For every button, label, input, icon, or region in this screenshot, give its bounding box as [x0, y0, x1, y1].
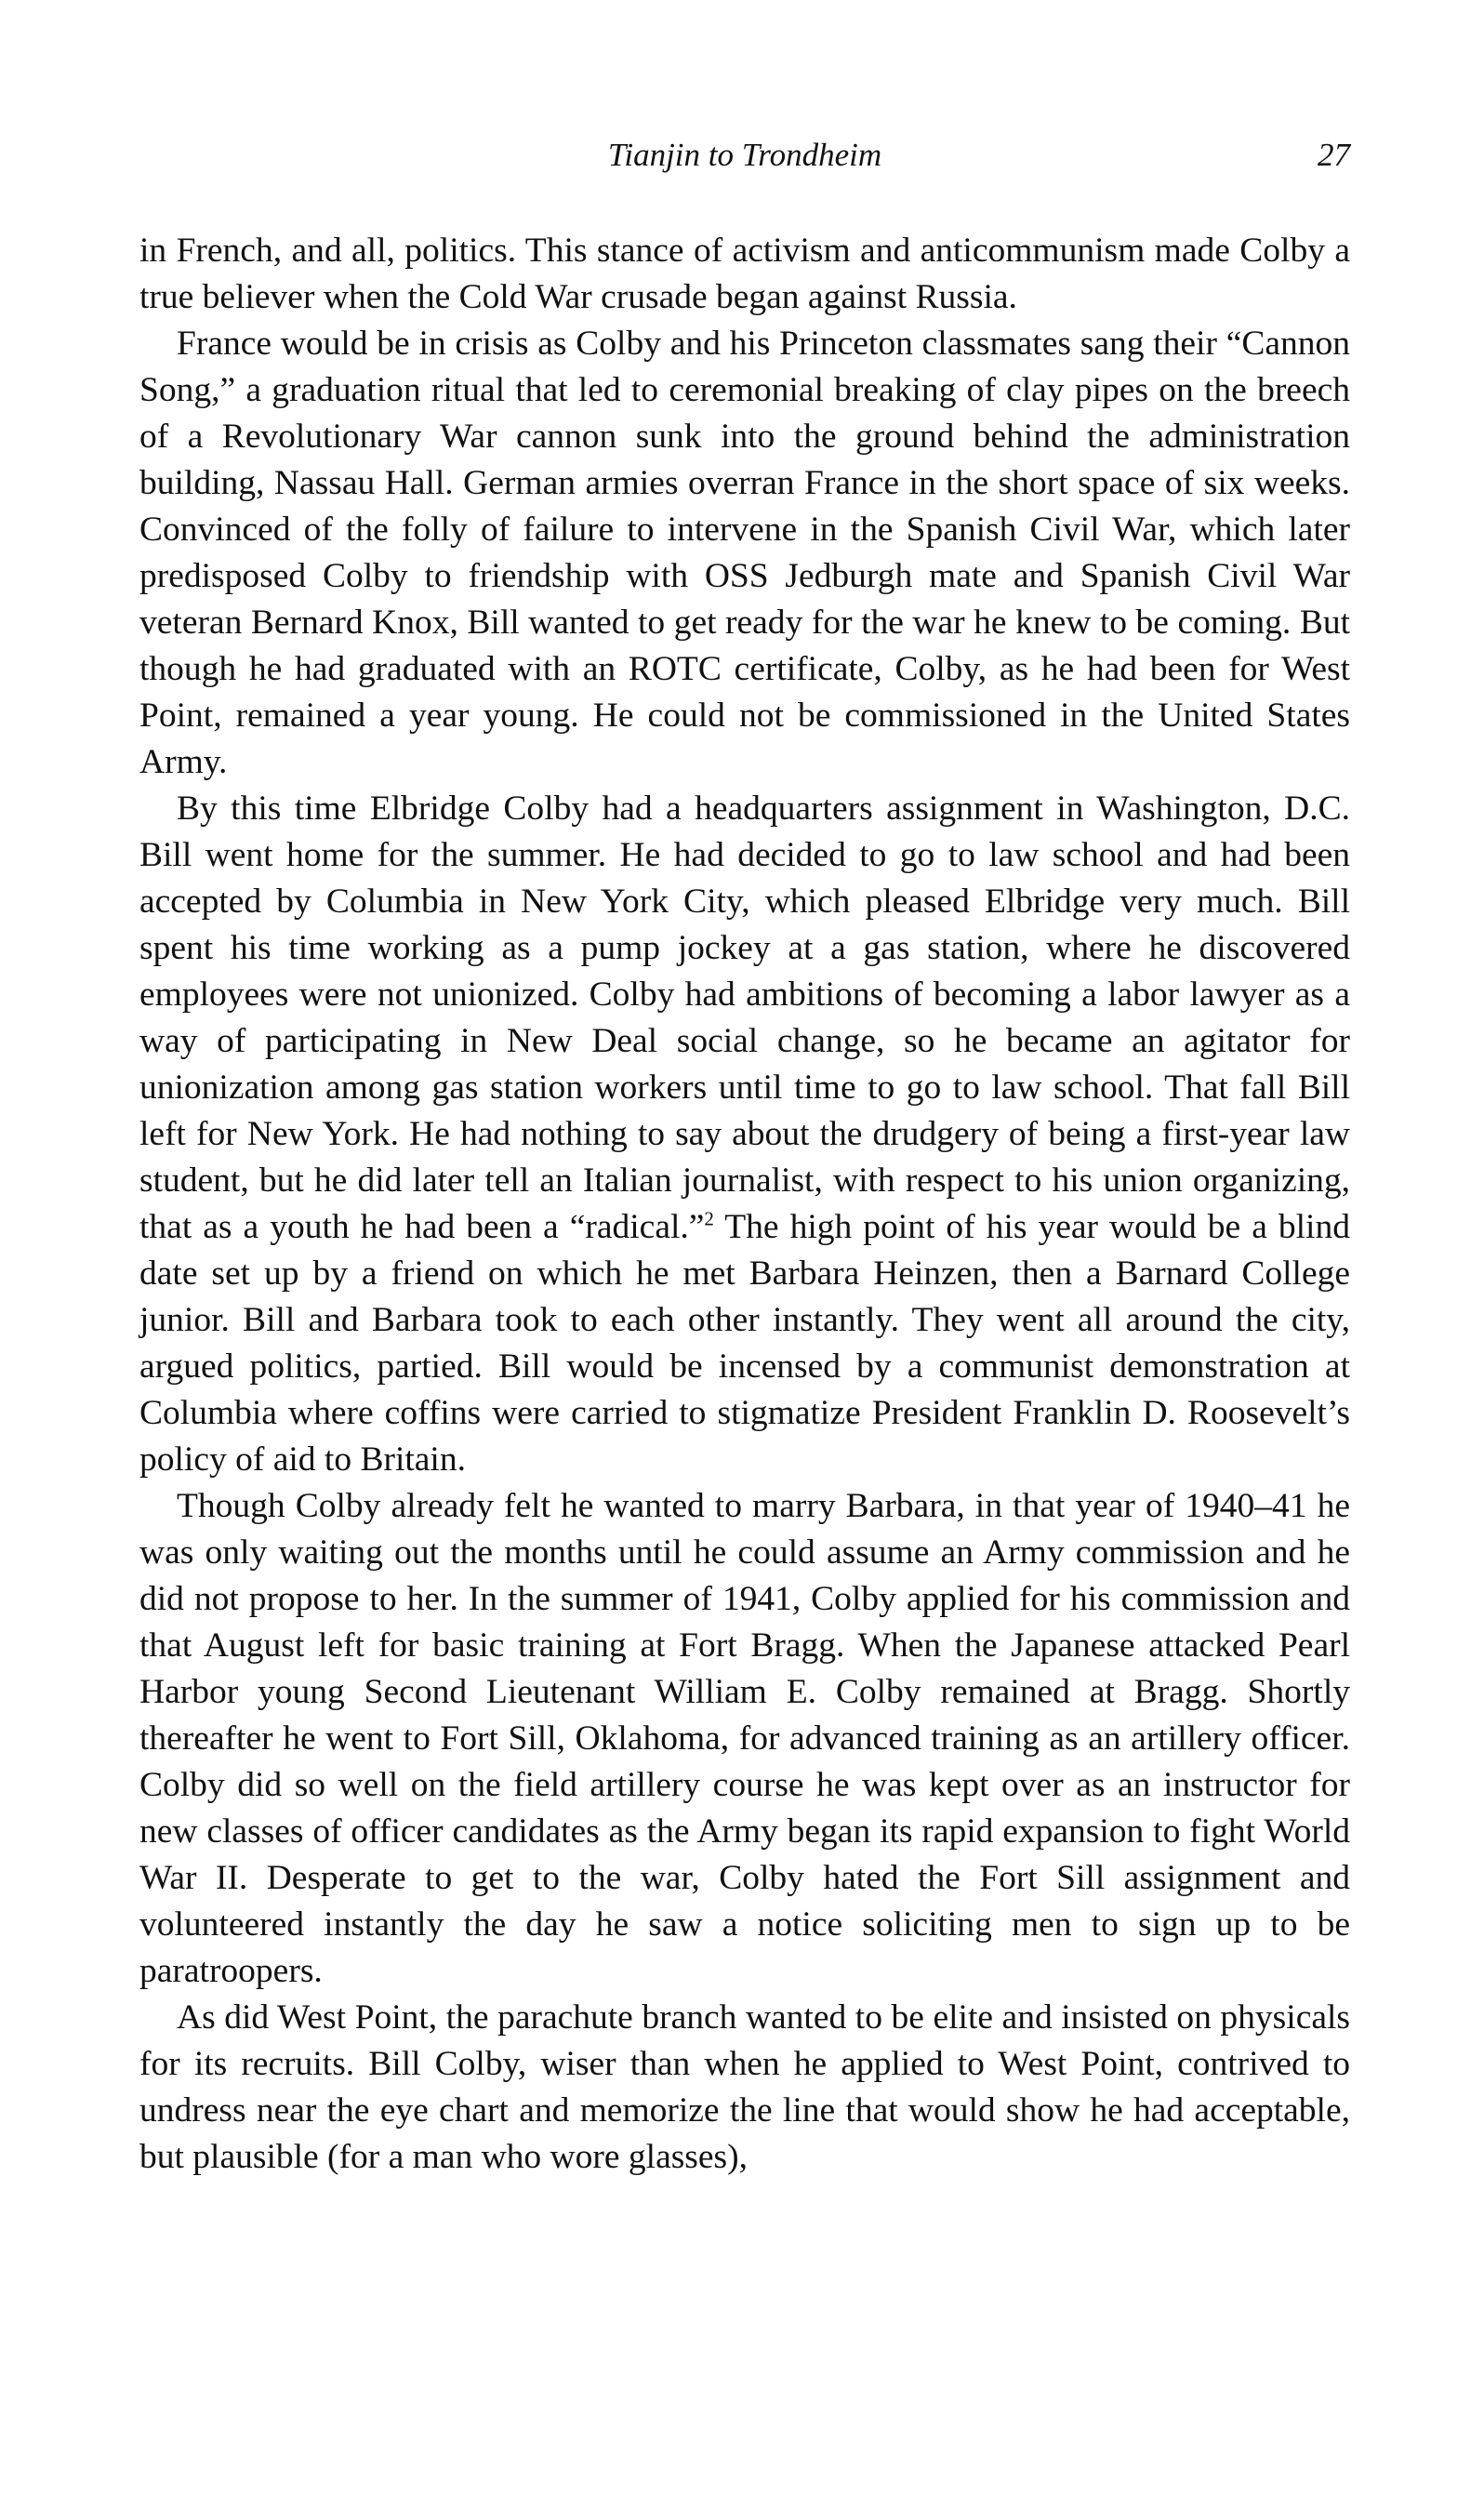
paragraph-3-text-before-note: By this time Elbridge Colby had a headquarters assignment in Washington, D.C. Bill went home for the summer. He had decided to go to law school and had been accepted by Columbia in New York City, which pleased Elbridge very much. Bill spent his time working as a pump jockey at a gas station, where he discovered employees were not unionized. Colby had ambitions of becoming a labor lawyer as a way of participating in New Deal social change, so he became an agitator for unionization among gas station workers until time to go to law school. That fall Bill left for New York. He had nothing to say about the drudgery of being a first-year law student, but he did later tell an Italian journalist, with respect to his union organizing, that as a youth he had been a “radical.” — [139, 790, 1350, 1246]
paragraph-2: France would be in crisis as Colby and his Princeton classmates sang their “Cannon Song,” a graduation ritual that led to ceremonial breaking of clay pipes on the breech of a Revolutionary War cannon sunk into the ground behind the administration building, Nassau Hall. German armies overran France in the short space of six weeks. Convinced of the folly of failure to intervene in the Spanish Civil War, which later predisposed Colby to friendship with OSS Jedburgh mate and Spanish Civil War veteran Bernard Knox, Bill wanted to get ready for the war he knew to be coming. But though he had graduated with an ROTC certificate, Colby, as he had been for West Point, remained a year young. He could not be commissioned in the United States Army. — [139, 325, 1350, 781]
paragraph-5: As did West Point, the parachute branch wanted to be elite and insisted on physicals for its recruits. Bill Colby, wiser than when he applied to West Point, contrived to undress near the eye chart and memorize the line that would show he had acceptable, but plausible (for a man who wore glasses), — [139, 1998, 1350, 2176]
footnote-reference: 2 — [704, 1207, 714, 1230]
paragraph-4: Though Colby already felt he wanted to marry Barbara, in that year of 1940–41 he was only waiting out the months until he could assume an Army commission and he did not propose to her. In the summer of 1941, Colby applied for his commission and that August left for basic training at Fort Bragg. When the Japanese attacked Pearl Harbor young Second Lieutenant William E. Colby remained at Bragg. Shortly thereafter he went to Fort Sill, Oklahoma, for advanced training as an artillery officer. Colby did so well on the field artillery course he was kept over as an instructor for new classes of officer candidates as the Army began its rapid expansion to fight World War II. Desperate to get to the war, Colby hated the Fort Sill assignment and volunteered instantly the day he saw a notice soliciting men to sign up to be paratroopers. — [139, 1487, 1350, 1990]
paragraph-3-text-after-note: The high point of his year would be a blind date set up by a friend on which he met Barbara Heinzen, then a Barnard College junior. Bill and Barbara took to each other instantly. They went all around the city, argued politics, partied. Bill would be incensed by a communist demonstration at Columbia where coffins were carried to stigmatize President Franklin D. Roosevelt’s policy of aid to Britain. — [139, 1208, 1350, 1479]
running-title: Tianjin to Trondheim — [607, 137, 882, 173]
paragraph-1: in French, and all, politics. This stance of activism and anticommunism made Colby a true believer when the Cold War crusade began against Russia. — [139, 232, 1350, 316]
body-text — [139, 228, 1350, 2181]
paragraph-3 — [139, 786, 1350, 1483]
page-number: 27 — [1318, 137, 1350, 173]
running-head — [139, 132, 1350, 179]
